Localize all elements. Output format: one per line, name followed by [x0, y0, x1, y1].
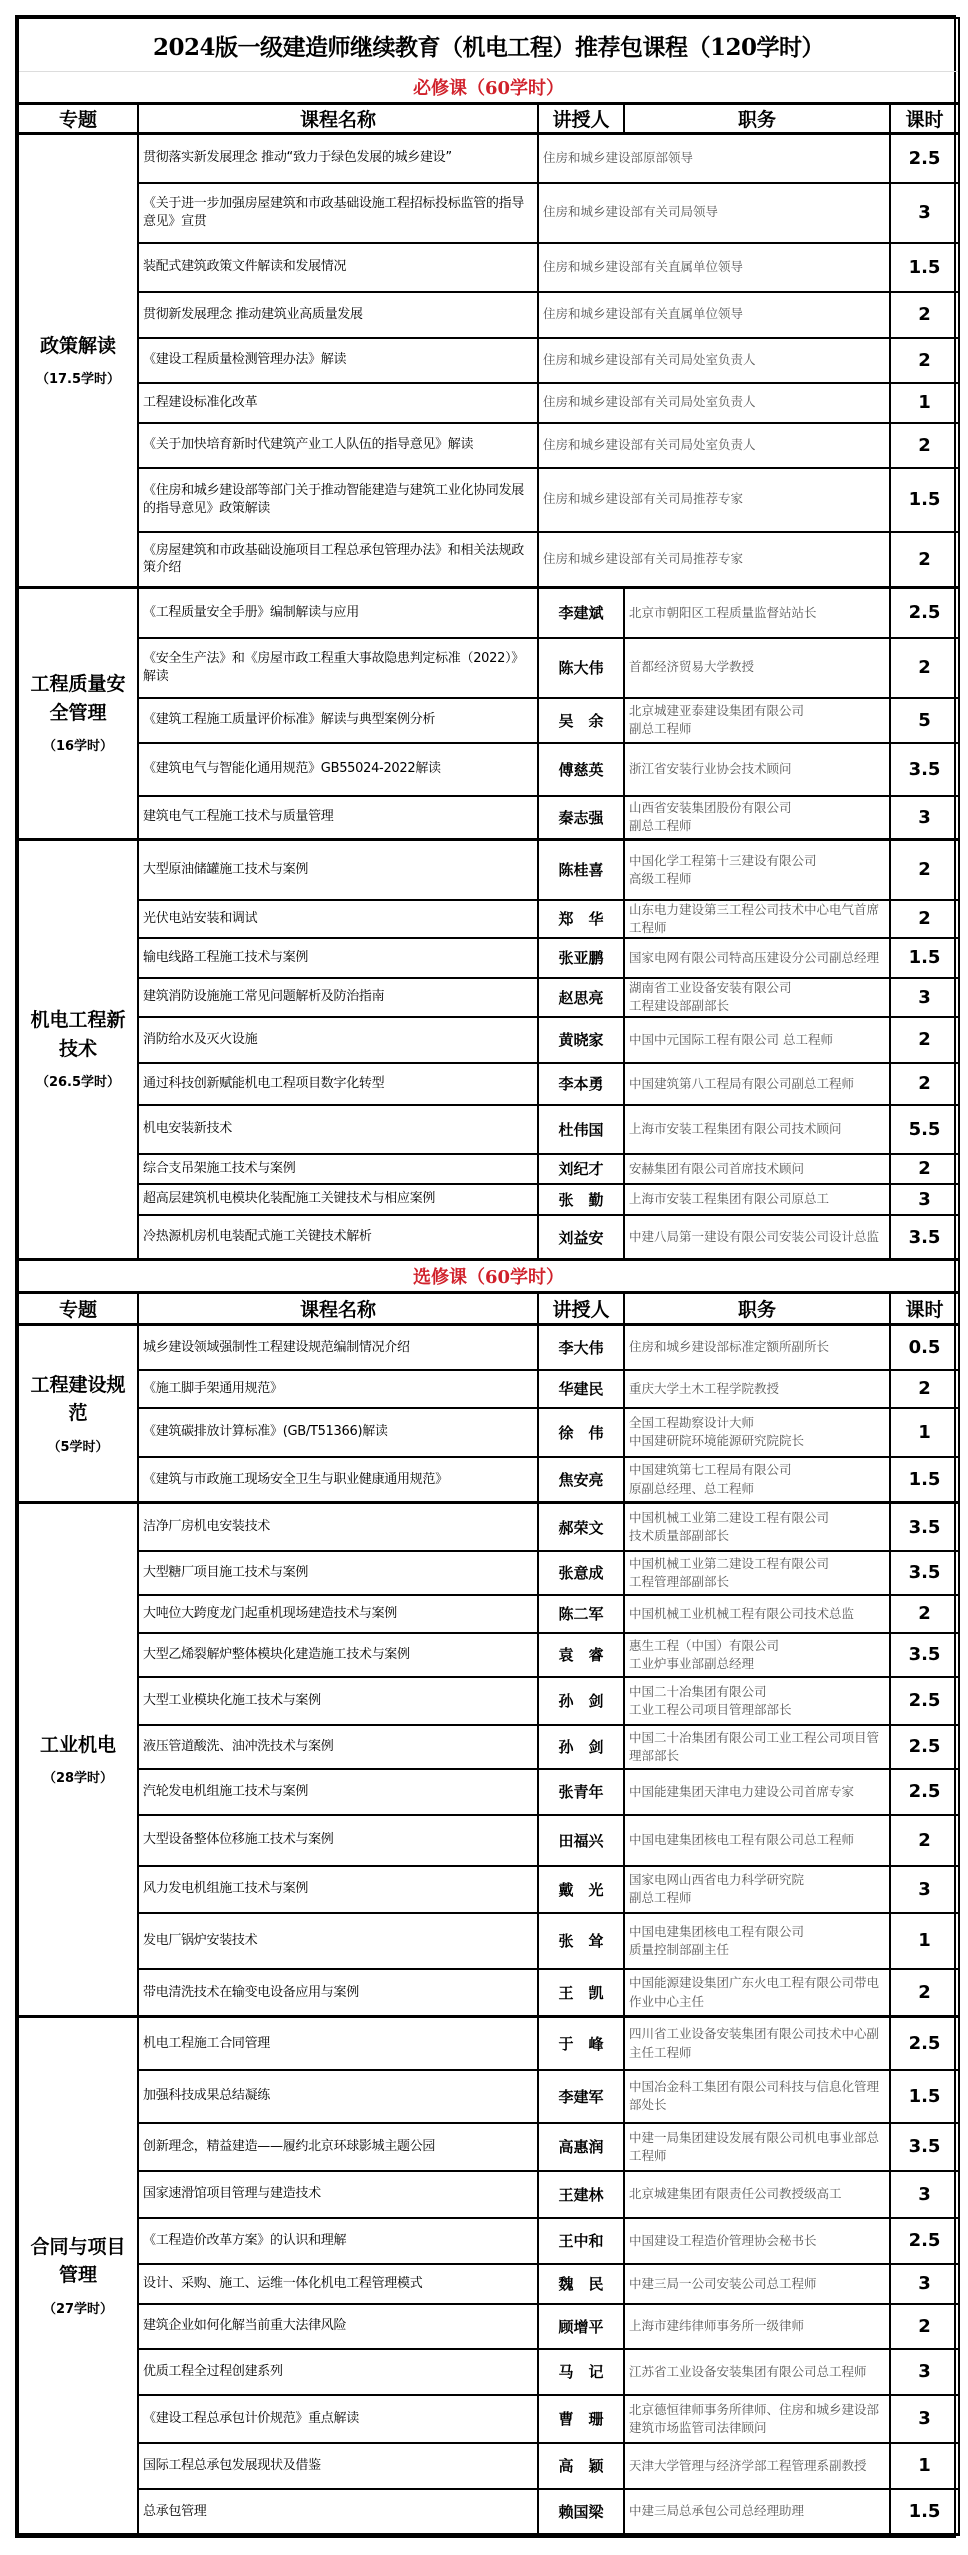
course-lecturer: 李建斌	[538, 588, 624, 638]
table-row	[18, 743, 959, 796]
course-hours: 5	[890, 698, 959, 743]
course-name: 优质工程全过程创建系列	[138, 2349, 538, 2395]
table-row	[18, 2489, 959, 2535]
course-hours: 1.5	[890, 2489, 959, 2535]
table-row	[18, 2264, 959, 2304]
course-hours: 2.5	[890, 1677, 959, 1725]
course-lecturer: 赖国梁	[538, 2489, 624, 2535]
table-header-row	[18, 1293, 959, 1325]
course-hours: 2	[890, 292, 959, 338]
table-row	[18, 1457, 959, 1503]
course-position: 住房和城乡建设部有关司局处室负责人	[538, 423, 890, 468]
table-row	[18, 938, 959, 978]
course-name: 《建设工程质量检测管理办法》解读	[138, 338, 538, 383]
table-row	[18, 292, 959, 338]
table-row	[18, 1503, 959, 1551]
table-row	[18, 183, 959, 243]
course-position: 全国工程勘察设计大师 中国建研院环境能源研究院院长	[624, 1408, 890, 1457]
course-position: 北京城建集团有限责任公司教授级高工	[624, 2171, 890, 2218]
course-position: 住房和城乡建设部有关司局领导	[538, 183, 890, 243]
course-name: 《建筑电气与智能化通用规范》GB55024-2022解读	[138, 743, 538, 796]
topic-hours: （17.5学时）	[35, 372, 121, 387]
course-position: 中建三局总承包公司总经理助理	[624, 2489, 890, 2535]
course-position: 中建一局集团建设发展有限公司机电事业部总工程师	[624, 2123, 890, 2171]
topic-cell	[18, 588, 138, 840]
table-row	[18, 1913, 959, 1969]
table-row	[18, 532, 959, 588]
course-hours: 3	[890, 1866, 959, 1913]
course-name: 《关于进一步加强房屋建筑和市政基础设施工程招标投标监管的指导意见》宣贯	[138, 183, 538, 243]
course-name: 创新理念，精益建造——履约北京环球影城主题公园	[138, 2123, 538, 2171]
course-lecturer: 陈桂喜	[538, 840, 624, 900]
header-topic: 专题	[18, 104, 138, 134]
course-name: 通过科技创新赋能机电工程项目数字化转型	[138, 1063, 538, 1105]
course-lecturer: 郑 华	[538, 900, 624, 938]
course-table-container	[15, 15, 956, 2538]
course-position: 中国冶金科工集团有限公司科技与信息化管理部处长	[624, 2070, 890, 2123]
course-hours: 2	[890, 840, 959, 900]
header-lecturer: 讲授人	[538, 104, 624, 134]
course-lecturer: 傅慈英	[538, 743, 624, 796]
course-position: 中国建筑第七工程局有限公司 原副总经理、总工程师	[624, 1457, 890, 1503]
course-name: 《建设工程总承包计价规范》重点解读	[138, 2395, 538, 2443]
course-name: 大型糖厂项目施工技术与案例	[138, 1551, 538, 1595]
course-position: 北京市朝阳区工程质量监督站站长	[624, 588, 890, 638]
table-row	[18, 2070, 959, 2123]
table-row	[18, 1184, 959, 1215]
course-position: 国家电网山西省电力科学研究院 副总工程师	[624, 1866, 890, 1913]
table-row	[18, 134, 959, 183]
course-lecturer: 高 颖	[538, 2443, 624, 2489]
course-position: 惠生工程（中国）有限公司 工业炉事业部副总经理	[624, 1633, 890, 1677]
course-position: 湖南省工业设备安装有限公司 工程建设部副部长	[624, 978, 890, 1017]
course-hours: 3	[890, 2349, 959, 2395]
course-hours: 2	[890, 1063, 959, 1105]
course-hours: 3	[890, 796, 959, 840]
course-position: 北京德恒律师事务所律师、住房和城乡建设部建筑市场监管司法律顾问	[624, 2395, 890, 2443]
course-name: 综合支吊架施工技术与案例	[138, 1154, 538, 1184]
header-course: 课程名称	[138, 1293, 538, 1325]
topic-cell	[18, 1503, 138, 2017]
course-name: 输电线路工程施工技术与案例	[138, 938, 538, 978]
table-row	[18, 638, 959, 698]
header-hours: 课时	[890, 104, 959, 134]
course-hours: 3	[890, 2395, 959, 2443]
course-lecturer: 袁 睿	[538, 1633, 624, 1677]
course-hours: 2.5	[890, 2218, 959, 2264]
table-row	[18, 1725, 959, 1769]
course-position: 山西省安装集团股份有限公司 副总工程师	[624, 796, 890, 840]
course-position: 北京城建亚泰建设集团有限公司 副总工程师	[624, 698, 890, 743]
course-hours: 2	[890, 1815, 959, 1866]
table-row	[18, 978, 959, 1017]
course-hours: 2.5	[890, 1769, 959, 1815]
course-hours: 3.5	[890, 1215, 959, 1260]
header-lecturer: 讲授人	[538, 1293, 624, 1325]
header-course: 课程名称	[138, 104, 538, 134]
course-hours: 3	[890, 978, 959, 1017]
table-row	[18, 2443, 959, 2489]
course-name: 机电工程施工合同管理	[138, 2017, 538, 2070]
course-hours: 1.5	[890, 2070, 959, 2123]
course-name: 《房屋建筑和市政基础设施项目工程总承包管理办法》和相关法规政策介绍	[138, 532, 538, 588]
course-lecturer: 张青年	[538, 1769, 624, 1815]
table-row	[18, 423, 959, 468]
course-position: 中国化学工程第十三建设有限公司 高级工程师	[624, 840, 890, 900]
course-lecturer: 李建军	[538, 2070, 624, 2123]
course-name: 大吨位大跨度龙门起重机现场建造技术与案例	[138, 1595, 538, 1633]
course-position: 上海市建纬律师事务所一级律师	[624, 2304, 890, 2349]
table-row	[18, 468, 959, 532]
course-name: 带电清洗技术在输变电设备应用与案例	[138, 1969, 538, 2017]
course-lecturer: 李大伟	[538, 1325, 624, 1370]
table-row	[18, 338, 959, 383]
table-row	[18, 588, 959, 638]
course-lecturer: 王 凯	[538, 1969, 624, 2017]
course-name: 机电安装新技术	[138, 1105, 538, 1154]
table-row	[18, 840, 959, 900]
course-position: 住房和城乡建设部有关司局处室负责人	[538, 383, 890, 423]
course-hours: 2.5	[890, 1725, 959, 1769]
course-position: 安赫集团有限公司首席技术顾问	[624, 1154, 890, 1184]
course-name: 超高层建筑机电模块化装配施工关键技术与相应案例	[138, 1184, 538, 1215]
course-position: 住房和城乡建设部标准定额所副所长	[624, 1325, 890, 1370]
course-lecturer: 于 峰	[538, 2017, 624, 2070]
table-row	[18, 1063, 959, 1105]
table-row	[18, 2304, 959, 2349]
table-row	[18, 1370, 959, 1408]
course-lecturer: 张亚鹏	[538, 938, 624, 978]
topic-hours: （26.5学时）	[35, 1075, 121, 1091]
course-lecturer: 赵思亮	[538, 978, 624, 1017]
header-position: 职务	[624, 1293, 890, 1325]
course-name: 液压管道酸洗、油冲洗技术与案例	[138, 1725, 538, 1769]
table-row	[18, 243, 959, 292]
course-lecturer: 李本勇	[538, 1063, 624, 1105]
topic-name: 工程建设规范	[30, 1373, 126, 1424]
course-lecturer: 高惠润	[538, 2123, 624, 2171]
course-name: 《建筑碳排放计算标准》(GB/T51366)解读	[138, 1408, 538, 1457]
section-heading: 必修课（60学时）	[18, 72, 959, 104]
topic-cell	[18, 1325, 138, 1503]
course-name: 工程建设标准化改革	[138, 383, 538, 423]
course-hours: 1.5	[890, 1457, 959, 1503]
course-lecturer: 刘益安	[538, 1215, 624, 1260]
course-position: 住房和城乡建设部有关直属单位领导	[538, 292, 890, 338]
table-row	[18, 698, 959, 743]
course-hours: 2	[890, 1969, 959, 2017]
course-name: 《住房和城乡建设部等部门关于推动智能建造与建筑工业化协同发展的指导意见》政策解读	[138, 468, 538, 532]
course-lecturer: 焦安亮	[538, 1457, 624, 1503]
table-row	[18, 1677, 959, 1725]
course-hours: 1	[890, 2443, 959, 2489]
course-position: 中国能建集团天津电力建设公司首席专家	[624, 1769, 890, 1815]
topic-name: 工业机电	[39, 1733, 116, 1756]
course-lecturer: 张 勤	[538, 1184, 624, 1215]
course-hours: 3	[890, 1184, 959, 1215]
course-name: 《施工脚手架通用规范》	[138, 1370, 538, 1408]
course-name: 风力发电机组施工技术与案例	[138, 1866, 538, 1913]
course-position: 中国能源建设集团广东火电工程有限公司带电作业中心主任	[624, 1969, 890, 2017]
course-lecturer: 秦志强	[538, 796, 624, 840]
course-position: 重庆大学土木工程学院教授	[624, 1370, 890, 1408]
course-lecturer: 孙 剑	[538, 1725, 624, 1769]
course-position: 四川省工业设备安装集团有限公司技术中心副主任工程师	[624, 2017, 890, 2070]
header-position: 职务	[624, 104, 890, 134]
topic-name: 机电工程新技术	[30, 1009, 126, 1060]
course-name: 装配式建筑政策文件解读和发展情况	[138, 243, 538, 292]
course-hours: 3	[890, 2264, 959, 2304]
course-name: 建筑消防设施施工常见问题解析及防治指南	[138, 978, 538, 1017]
course-hours: 1	[890, 383, 959, 423]
course-lecturer: 王建林	[538, 2171, 624, 2218]
course-position: 住房和城乡建设部有关直属单位领导	[538, 243, 890, 292]
course-name: 大型工业模块化施工技术与案例	[138, 1677, 538, 1725]
course-position: 上海市安装工程集团有限公司原总工	[624, 1184, 890, 1215]
course-name: 冷热源机房机电装配式施工关键技术解析	[138, 1215, 538, 1260]
topic-name: 合同与项目管理	[30, 2235, 126, 2286]
course-hours: 0.5	[890, 1325, 959, 1370]
table-row	[18, 1866, 959, 1913]
course-name: 国家速滑馆项目管理与建造技术	[138, 2171, 538, 2218]
course-name: 《安全生产法》和《房屋市政工程重大事故隐患判定标准（2022）》解读	[138, 638, 538, 698]
course-hours: 2	[890, 1017, 959, 1063]
table-row	[18, 1769, 959, 1815]
course-hours: 1.5	[890, 468, 959, 532]
table-row	[18, 1408, 959, 1457]
course-lecturer: 马 记	[538, 2349, 624, 2395]
course-hours: 3.5	[890, 1633, 959, 1677]
topic-hours: （5学时）	[47, 1439, 109, 1455]
course-table	[17, 17, 960, 2536]
table-row	[18, 1969, 959, 2017]
course-lecturer: 刘纪才	[538, 1154, 624, 1184]
course-lecturer: 杜伟国	[538, 1105, 624, 1154]
table-row	[18, 1105, 959, 1154]
topic-cell	[18, 134, 138, 588]
course-position: 中国中元国际工程有限公司 总工程师	[624, 1017, 890, 1063]
table-row	[18, 2349, 959, 2395]
course-hours: 3.5	[890, 2123, 959, 2171]
course-position: 中国建筑第八工程局有限公司副总工程师	[624, 1063, 890, 1105]
course-name: 《建筑与市政施工现场安全卫生与职业健康通用规范》	[138, 1457, 538, 1503]
course-hours: 1	[890, 1408, 959, 1457]
course-position: 山东电力建设第三工程公司技术中心电气首席工程师	[624, 900, 890, 938]
table-row	[18, 2218, 959, 2264]
course-name: 大型乙烯裂解炉整体模块化建造施工技术与案例	[138, 1633, 538, 1677]
course-position: 中国机械工业第二建设工程有限公司 工程管理部副部长	[624, 1551, 890, 1595]
course-position: 中建三局一公司安装公司总工程师	[624, 2264, 890, 2304]
topic-cell	[18, 2017, 138, 2535]
table-row	[18, 2123, 959, 2171]
table-row	[18, 1815, 959, 1866]
topic-hours: （27学时）	[42, 2301, 114, 2317]
course-lecturer: 黄晓家	[538, 1017, 624, 1063]
course-lecturer: 陈大伟	[538, 638, 624, 698]
course-name: 光伏电站安装和调试	[138, 900, 538, 938]
course-hours: 2.5	[890, 134, 959, 183]
course-name: 《关于加快培育新时代建筑产业工人队伍的指导意见》解读	[138, 423, 538, 468]
course-name: 《建筑工程施工质量评价标准》解读与典型案例分析	[138, 698, 538, 743]
topic-hours: （28学时）	[42, 1771, 114, 1787]
course-position: 天津大学管理与经济学部工程管理系副教授	[624, 2443, 890, 2489]
course-lecturer: 曹 珊	[538, 2395, 624, 2443]
course-position: 住房和城乡建设部有关司局推荐专家	[538, 468, 890, 532]
course-lecturer: 郝荣文	[538, 1503, 624, 1551]
course-hours: 2	[890, 423, 959, 468]
course-name: 国际工程总承包发展现状及借鉴	[138, 2443, 538, 2489]
table-row	[18, 1017, 959, 1063]
section-heading: 选修课（60学时）	[18, 1260, 959, 1293]
page-title: 2024版一级建造师继续教育（机电工程）推荐包课程（120学时）	[18, 18, 959, 72]
topic-hours: （16学时）	[42, 739, 114, 755]
course-lecturer: 王中和	[538, 2218, 624, 2264]
course-name: 城乡建设领域强制性工程建设规范编制情况介绍	[138, 1325, 538, 1370]
course-lecturer: 徐 伟	[538, 1408, 624, 1457]
course-name: 设计、采购、施工、运维一体化机电工程管理模式	[138, 2264, 538, 2304]
course-hours: 1.5	[890, 243, 959, 292]
course-name: 贯彻落实新发展理念 推动“致力于绿色发展的城乡建设”	[138, 134, 538, 183]
course-position: 中国建设工程造价管理协会秘书长	[624, 2218, 890, 2264]
course-lecturer: 陈二军	[538, 1595, 624, 1633]
course-hours: 2	[890, 1370, 959, 1408]
table-header-row	[18, 104, 959, 134]
course-hours: 2	[890, 1595, 959, 1633]
course-position: 中国电建集团核电工程有限公司总工程师	[624, 1815, 890, 1866]
course-hours: 2	[890, 2304, 959, 2349]
course-name: 加强科技成果总结凝练	[138, 2070, 538, 2123]
course-hours: 2.5	[890, 2017, 959, 2070]
course-hours: 5.5	[890, 1105, 959, 1154]
course-hours: 1.5	[890, 938, 959, 978]
course-hours: 2	[890, 532, 959, 588]
course-name: 大型原油储罐施工技术与案例	[138, 840, 538, 900]
course-position: 中建八局第一建设有限公司安装公司设计总监	[624, 1215, 890, 1260]
course-hours: 3	[890, 2171, 959, 2218]
course-name: 《工程造价改革方案》的认识和理解	[138, 2218, 538, 2264]
course-position: 国家电网有限公司特高压建设分公司副总经理	[624, 938, 890, 978]
course-hours: 3.5	[890, 1503, 959, 1551]
course-name: 大型设备整体位移施工技术与案例	[138, 1815, 538, 1866]
course-name: 发电厂锅炉安装技术	[138, 1913, 538, 1969]
course-lecturer: 华建民	[538, 1370, 624, 1408]
course-hours: 3	[890, 183, 959, 243]
course-position: 住房和城乡建设部原部领导	[538, 134, 890, 183]
course-lecturer: 田福兴	[538, 1815, 624, 1866]
course-lecturer: 吴 余	[538, 698, 624, 743]
table-row	[18, 1595, 959, 1633]
course-name: 《工程质量安全手册》编制解读与应用	[138, 588, 538, 638]
course-name: 建筑企业如何化解当前重大法律风险	[138, 2304, 538, 2349]
course-position: 住房和城乡建设部有关司局处室负责人	[538, 338, 890, 383]
course-hours: 2	[890, 1154, 959, 1184]
course-name: 汽轮发电机组施工技术与案例	[138, 1769, 538, 1815]
topic-name: 政策解读	[39, 334, 116, 357]
course-name: 总承包管理	[138, 2489, 538, 2535]
course-lecturer: 戴 光	[538, 1866, 624, 1913]
course-position: 住房和城乡建设部有关司局推荐专家	[538, 532, 890, 588]
course-lecturer: 张 耸	[538, 1913, 624, 1969]
table-row	[18, 900, 959, 938]
course-lecturer: 顾增平	[538, 2304, 624, 2349]
course-hours: 1	[890, 1913, 959, 1969]
course-hours: 2	[890, 338, 959, 383]
course-position: 中国电建集团核电工程有限公司 质量控制部副主任	[624, 1913, 890, 1969]
table-row	[18, 1325, 959, 1370]
course-hours: 2	[890, 638, 959, 698]
course-name: 消防给水及灭火设施	[138, 1017, 538, 1063]
header-topic: 专题	[18, 1293, 138, 1325]
course-name: 洁净厂房机电安装技术	[138, 1503, 538, 1551]
table-row	[18, 2017, 959, 2070]
course-position: 中国二十冶集团有限公司工业工程公司项目管理部部长	[624, 1725, 890, 1769]
topic-cell	[18, 840, 138, 1260]
course-position: 中国机械工业第二建设工程有限公司 技术质量部副部长	[624, 1503, 890, 1551]
course-position: 中国二十冶集团有限公司 工业工程公司项目管理部部长	[624, 1677, 890, 1725]
course-lecturer: 魏 民	[538, 2264, 624, 2304]
table-row	[18, 383, 959, 423]
course-position: 江苏省工业设备安装集团有限公司总工程师	[624, 2349, 890, 2395]
course-lecturer: 孙 剑	[538, 1677, 624, 1725]
table-row	[18, 1633, 959, 1677]
course-position: 浙江省安装行业协会技术顾问	[624, 743, 890, 796]
course-position: 首都经济贸易大学教授	[624, 638, 890, 698]
course-name: 贯彻新发展理念 推动建筑业高质量发展	[138, 292, 538, 338]
course-lecturer: 张意成	[538, 1551, 624, 1595]
table-row	[18, 796, 959, 840]
topic-name: 工程质量安全管理	[30, 673, 126, 724]
table-row	[18, 1551, 959, 1595]
course-name: 建筑电气工程施工技术与质量管理	[138, 796, 538, 840]
course-hours: 2.5	[890, 588, 959, 638]
header-hours: 课时	[890, 1293, 959, 1325]
course-position: 上海市安装工程集团有限公司技术顾问	[624, 1105, 890, 1154]
course-hours: 2	[890, 900, 959, 938]
table-row	[18, 2395, 959, 2443]
course-position: 中国机械工业机械工程有限公司技术总监	[624, 1595, 890, 1633]
table-row	[18, 1154, 959, 1184]
course-hours: 3.5	[890, 743, 959, 796]
course-hours: 3.5	[890, 1551, 959, 1595]
table-row	[18, 2171, 959, 2218]
table-row	[18, 1215, 959, 1260]
